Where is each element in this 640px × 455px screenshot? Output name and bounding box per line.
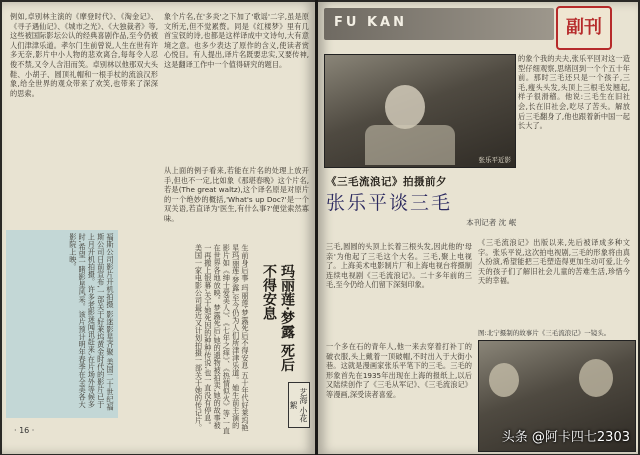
still-figure-left <box>489 363 519 397</box>
sidebar-title: 玛丽莲·梦露 死后不得安息 <box>261 264 295 372</box>
left-page <box>2 2 315 454</box>
headline-block <box>326 174 516 238</box>
body-text-col1: 一个多在石的青年人,他一来去穿着打补丁的破衣服,头上戴着一顶破帽,不时出入于大街小巷。这就是漫画家张乐平笔下的三毛。三毛的形象首先在1935年出现在上海的报纸上,以后又陆续创作了《三毛从军记》、《三毛流浪记》等漫画,深受读者喜爱。 <box>326 342 472 399</box>
byline: 本刊记者 沈 岷 <box>466 218 516 227</box>
header-ribbon <box>324 8 554 40</box>
header-brand: FU KAN <box>334 15 407 30</box>
photo-caption: 张乐平近影 <box>478 156 511 164</box>
right-page <box>318 2 638 454</box>
watermark: 头条 @阿卡四七2303 <box>501 430 630 445</box>
article-kicker: 《三毛流浪记》拍摄前夕 <box>326 176 447 188</box>
body-text-lower-right: 从上面的例子看来,若能在片名的处理上放开手,但也不一定,比如象《那堪春晚》这个片名,若是(The great waltz),这个译名原是对原片的一个绝妙的概括,'What's up Doc?'是一个双关语,若直译为'医生,有什么事?'便觉索然寡味。 <box>164 166 309 223</box>
photo-zhang-leping <box>324 54 516 168</box>
vertical-story-text: 生前身后事 玛丽莲·梦露死后不得安息 五十年代好莱坞艳星玛丽莲·梦露,至今仍为人们所津津乐道。她生前主演的影片如《绅士爱美人》、《七年之痒》、《热情似火》等,一直在世界各地放映。梦露死后,她的遗物被拍卖,她的故事被一再搬上银幕,关于她死因的种种传说,也一直没有停息。美国一家电影公司最近又计划拍摄一部关于她的传记片。 <box>194 244 250 435</box>
header-section: 副刊 <box>556 6 612 50</box>
body-text-upper-left: 例如,卓别林主演的《摩登时代》、《淘金记》、《寻子遇仙记》、《城市之光》、《大独裁者》等,这些被国际影坛公认的经典喜剧作品,至今仍被人们津津乐道。孝尔门生前曾说,人生在世有许多无奈,影片中小人物的悲欢离合,每每令人忍俊不禁,又令人含泪而笑。卓别林以他那双大头鞋、小胡子、圆顶礼帽和一根手杖的流浪汉形象,给全世界的观众带来了欢笑,也带来了深深的思索。 <box>10 12 158 98</box>
bottom-caption: 图:北宁摄制的故事片《三毛流浪记》一镜头。 <box>478 329 611 337</box>
column-label-box: 艺海 小花絮 <box>288 382 310 428</box>
vertical-story-block: 福斯公司影片开机拍摄 影迷影星齐聚 美国二十世纪福斯公司日前宣布,一部关于好莱坞黄金时代的影片已于上月开机拍摄。许多老影迷闻讯赶来,在片场外等候多时,希望一睹影星风采。该片预计明年春季在全美各大影院上映。 <box>6 230 118 418</box>
body-text-upper-right: 象个片名,在'多炎'之下加了'歌谣'二字,虽是原文所无,但不觉累赘。同是《红楼梦》里有几首宝钗的诗,也都是这样译成中文诗句,大有意境之意。也多少表达了原作的含义,使读者赏心悦目。有人提出,译片名既要忠实,又要传神,这是翻译工作中一个值得研究的题目。 <box>164 12 309 69</box>
page-number: · 16 · <box>14 426 35 435</box>
body-text-col3: 《三毛流浪记》出版以来,先后被译成多种文字。张乐平说,这次拍电视剧,三毛的形象将由真人扮演,希望能把三毛塑造得更加生动可爱,让今天的孩子们了解旧社会儿童的苦难生活,珍惜今天的幸福。 <box>478 238 630 286</box>
article-title: 张乐平谈三毛 <box>326 192 453 214</box>
still-figure-right <box>579 359 613 397</box>
portrait-figure <box>385 85 425 129</box>
intro-text: 三毛,圆圆的头顶上长着三根头发,因此他的'母亲'为他起了三毛这个大名。三毛,聚上电视了。上海美术电影制片厂和上海电视台将摄制连续电视剧《三毛流浪记》。二十多年前的三毛,至今仍给人们留下深刻印象。 <box>326 242 472 290</box>
portrait-body <box>365 125 455 165</box>
body-text-col2: 的象个我的夫夫,张乐平回对这一造型仔细观察,思绪回到一个个五十年前。那时三毛还只是一个孩子,三毛,瘦头头发,头顶上三根毛发翘起,样子很滑稽。他说:三毛生在旧社会,长在旧社会,吃尽了苦头。解放后三毛翻身了,他也跟着新中国一起长大了。 <box>518 54 630 131</box>
